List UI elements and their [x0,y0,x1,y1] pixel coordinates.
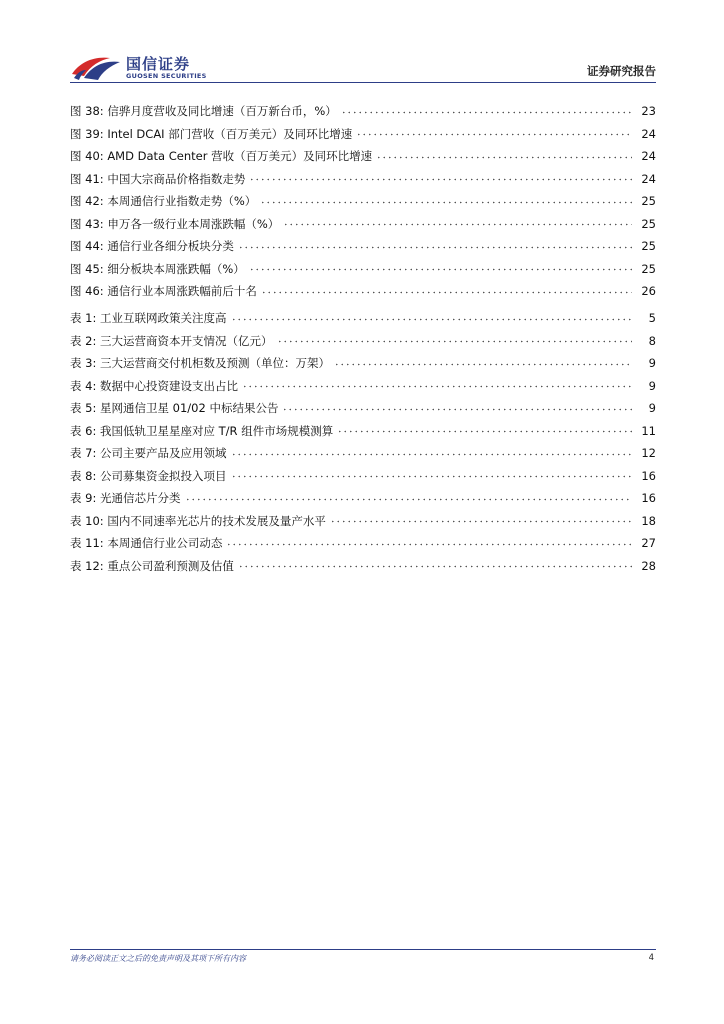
table-index-entry-page: 27 [641,536,656,551]
dot-leader [260,197,632,207]
table-index-entry-label: 表 7: 公司主要产品及应用领域 [70,446,227,461]
footer-disclaimer: 请务必阅读正文之后的免责声明及其项下所有内容 [70,954,246,963]
guosen-logo-icon [70,52,122,82]
table-index-entry-label: 表 11: 本周通信行业公司动态 [70,536,223,551]
dot-leader [341,107,632,117]
table-index-entry[interactable] [70,352,656,375]
figure-index-entry-page: 24 [641,149,656,164]
table-index-entry[interactable] [70,465,656,488]
guosen-logo [70,50,220,84]
table-index-entry-page: 12 [641,446,656,461]
table-index-entry[interactable] [70,532,656,555]
figure-index-entry[interactable] [70,235,656,258]
page-number: 4 [648,953,654,963]
table-index-entry-label: 表 2: 三大运营商资本开支情况（亿元） [70,333,273,348]
table-index-entry[interactable] [70,442,656,465]
figure-index-entry-label: 图 39: Intel DCAI 部门营收（百万美元）及同环比增速 [70,126,353,141]
brand-name-cn: 国信证券 [126,55,191,73]
table-index-entry-page: 28 [641,558,656,573]
table-index-entry[interactable] [70,420,656,443]
figure-index-entry-label: 图 46: 通信行业本周涨跌幅前后十名 [70,284,257,299]
table-index-entry-label: 表 9: 光通信芯片分类 [70,491,181,506]
dot-leader [334,359,632,369]
figure-index-entry-label: 图 45: 细分板块本周涨跌幅（%） [70,261,245,276]
header-divider [70,82,656,83]
table-index-entry-label: 表 4: 数据中心投资建设支出占比 [70,378,239,393]
figure-index-entry-page: 25 [641,261,656,276]
table-index-entry-page: 16 [641,491,656,506]
table-index-entry[interactable] [70,307,656,330]
report-type-label: 证券研究报告 [587,64,656,78]
dot-leader [261,287,632,297]
figure-index-entry[interactable] [70,168,656,191]
dot-leader [231,472,632,482]
figure-index-entry[interactable] [70,258,656,281]
dot-leader [231,314,632,324]
figure-index-entry[interactable] [70,280,656,303]
figure-index-entry-label: 图 41: 中国大宗商品价格指数走势 [70,171,246,186]
dot-leader [330,517,632,527]
figure-index-entry-label: 图 38: 信骅月度营收及同比增速（百万新台币，%） [70,104,337,119]
dot-leader [356,130,632,140]
table-index-entry-page: 18 [641,513,656,528]
dot-leader [249,265,632,275]
table-index-entry-page: 8 [648,333,656,348]
table-index-entry[interactable] [70,555,656,578]
figure-index-entry[interactable] [70,190,656,213]
figure-index-entry-label: 图 40: AMD Data Center 营收（百万美元）及同环比增速 [70,149,373,164]
footer-divider [70,949,656,950]
table-index-entry[interactable] [70,330,656,353]
figure-index-entry[interactable] [70,145,656,168]
figure-index-entry-label: 图 42: 本周通信行业指数走势（%） [70,194,257,209]
figure-index-entry-label: 图 44: 通信行业各细分板块分类 [70,239,234,254]
figure-index-entry[interactable] [70,123,656,146]
dot-leader [249,175,632,185]
table-index-entry-label: 表 12: 重点公司盈利预测及估值 [70,558,234,573]
table-index-entry-page: 16 [641,468,656,483]
figure-index-entry-page: 23 [641,104,656,119]
table-index-entry-page: 9 [648,356,656,371]
brand-name-en: GUOSEN SECURITIES [126,72,207,80]
table-index-entry-label: 表 8: 公司募集资金拟投入项目 [70,468,227,483]
dot-leader [226,539,632,549]
table-index-entry-label: 表 3: 三大运营商交付机柜数及预测（单位：万架） [70,356,330,371]
figure-index-entry[interactable] [70,100,656,123]
dot-leader [337,427,632,437]
table-index-entry-page: 5 [648,311,656,326]
table-index-entry[interactable] [70,487,656,510]
table-index-entry-label: 表 6: 我国低轨卫星星座对应 T/R 组件市场规模测算 [70,423,334,438]
dot-leader [231,449,632,459]
dot-leader [238,562,632,572]
figure-index-entry-page: 25 [641,216,656,231]
dot-leader [282,404,632,414]
figures-index [70,100,656,303]
table-index-entry-label: 表 1: 工业互联网政策关注度高 [70,311,227,326]
table-index-entry[interactable] [70,375,656,398]
figure-index-entry-page: 25 [641,194,656,209]
table-index-entry-page: 11 [641,423,656,438]
dot-leader [242,382,632,392]
figure-index-entry-label: 图 43: 申万各一级行业本周涨跌幅（%） [70,216,280,231]
dot-leader [185,494,632,504]
figure-index-entry-page: 24 [641,126,656,141]
table-index-entry-label: 表 10: 国内不同速率光芯片的技术发展及量产水平 [70,513,326,528]
table-index-entry[interactable] [70,397,656,420]
figure-index-entry-page: 26 [641,284,656,299]
dot-leader [376,152,632,162]
table-index-entry-label: 表 5: 星网通信卫星 01/02 中标结果公告 [70,401,279,416]
table-index-entry[interactable] [70,510,656,533]
tables-index [70,307,656,577]
dot-leader [238,242,632,252]
dot-leader [283,220,632,230]
figure-index-entry-page: 25 [641,239,656,254]
dot-leader [277,337,632,347]
page-header [0,0,724,90]
figure-index-entry-page: 24 [641,171,656,186]
table-index-entry-page: 9 [648,401,656,416]
table-index-entry-page: 9 [648,378,656,393]
figure-index-entry[interactable] [70,213,656,236]
